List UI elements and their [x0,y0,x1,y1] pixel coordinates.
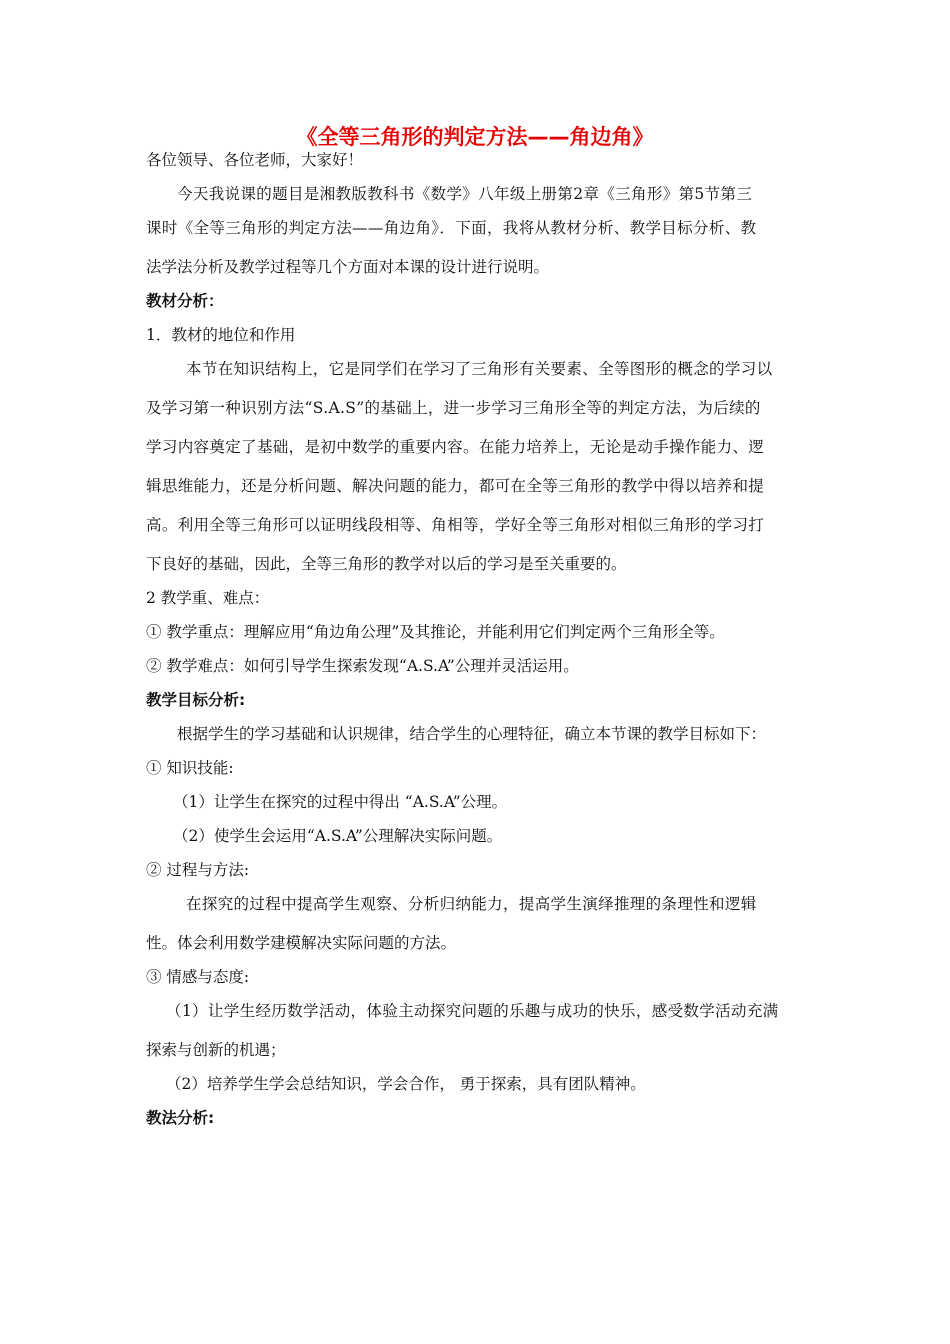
goal-attitude-item-2: （2）培养学生学会总结知识，学会合作， 勇于探索，具有团队精神。 [166,1075,646,1093]
section-heading-materials: 教材分析： [146,292,224,310]
goal-knowledge-title: ① 知识技能: [146,759,234,777]
para-line-1: 本节在知识结构上，它是同学们在学习了三角形有关要素、全等图形的概念的学习以 [186,360,773,378]
key-point: ① 教学重点：理解应用“角边角公理”及其推论，并能利用它们判定两个三角形全等。 [146,623,725,641]
goals-intro: 根据学生的学习基础和认识规律，结合学生的心理特征，确立本节课的教学目标如下： [177,725,767,743]
subheading-position: 1．教材的地位和作用 [146,326,296,344]
goal-attitude-item-1-line-2: 探索与创新的机遇； [146,1041,286,1059]
para-line-2: 及学习第一种识别方法“S.A.S”的基础上，进一步学习三角形全等的判定方法，为后续的 [146,399,761,417]
intro-line-3: 法学法分析及教学过程等几个方面对本课的设计进行说明。 [146,258,550,276]
document-title: 《全等三角形的判定方法——角边角》 [296,125,654,149]
section-heading-teaching-method: 教法分析: [146,1109,215,1127]
para-line-5: 高。利用全等三角形可以证明线段相等、角相等，学好全等三角形对相似三角形的学习打 [146,516,765,534]
subheading-key-difficult: 2 教学重、难点： [146,589,270,607]
document-body [146,150,808,1142]
goal-process-title: ② 过程与方法: [146,861,250,879]
difficult-point: ② 教学难点：如何引导学生探索发现“A.S.A”公理并灵活运用。 [146,657,579,675]
goal-knowledge-item-2: （2）使学生会运用“A.S.A”公理解决实际问题。 [173,827,503,845]
para-line-6: 下良好的基础，因此，全等三角形的教学对以后的学习是至关重要的。 [146,555,627,573]
greeting: 各位领导、各位老师，大家好！ [146,151,364,169]
goal-attitude-item-1-line-1: （1）让学生经历数学活动，体验主动探究问题的乐趣与成功的快乐，感受数学活动充满 [166,1002,779,1020]
goal-process-line-2: 性。体会利用数学建模解决实际问题的方法。 [146,934,457,952]
goal-process-line-1: 在探究的过程中提高学生观察、分析归纳能力，提高学生演绎推理的条理性和逻辑 [186,895,757,913]
section-heading-goals: 教学目标分析: [146,691,246,709]
goal-knowledge-item-1: （1）让学生在探究的过程中得出 “A.S.A”公理。 [173,793,508,811]
intro-line-2: 课时《全等三角形的判定方法——角边角》．下面，我将从教材分析、教学目标分析、教 [146,219,757,237]
intro-line-1: 今天我说课的题目是湘教版教科书《数学》八年级上册第2章《三角形》第5节第三 [177,185,753,203]
para-line-4: 辑思维能力，还是分析问题、解决问题的能力，都可在全等三角形的教学中得以培养和提 [146,477,765,495]
goal-attitude-title: ③ 情感与态度: [146,968,250,986]
para-line-3: 学习内容奠定了基础，是初中数学的重要内容。在能力培养上，无论是动手操作能力、逻 [146,438,765,456]
